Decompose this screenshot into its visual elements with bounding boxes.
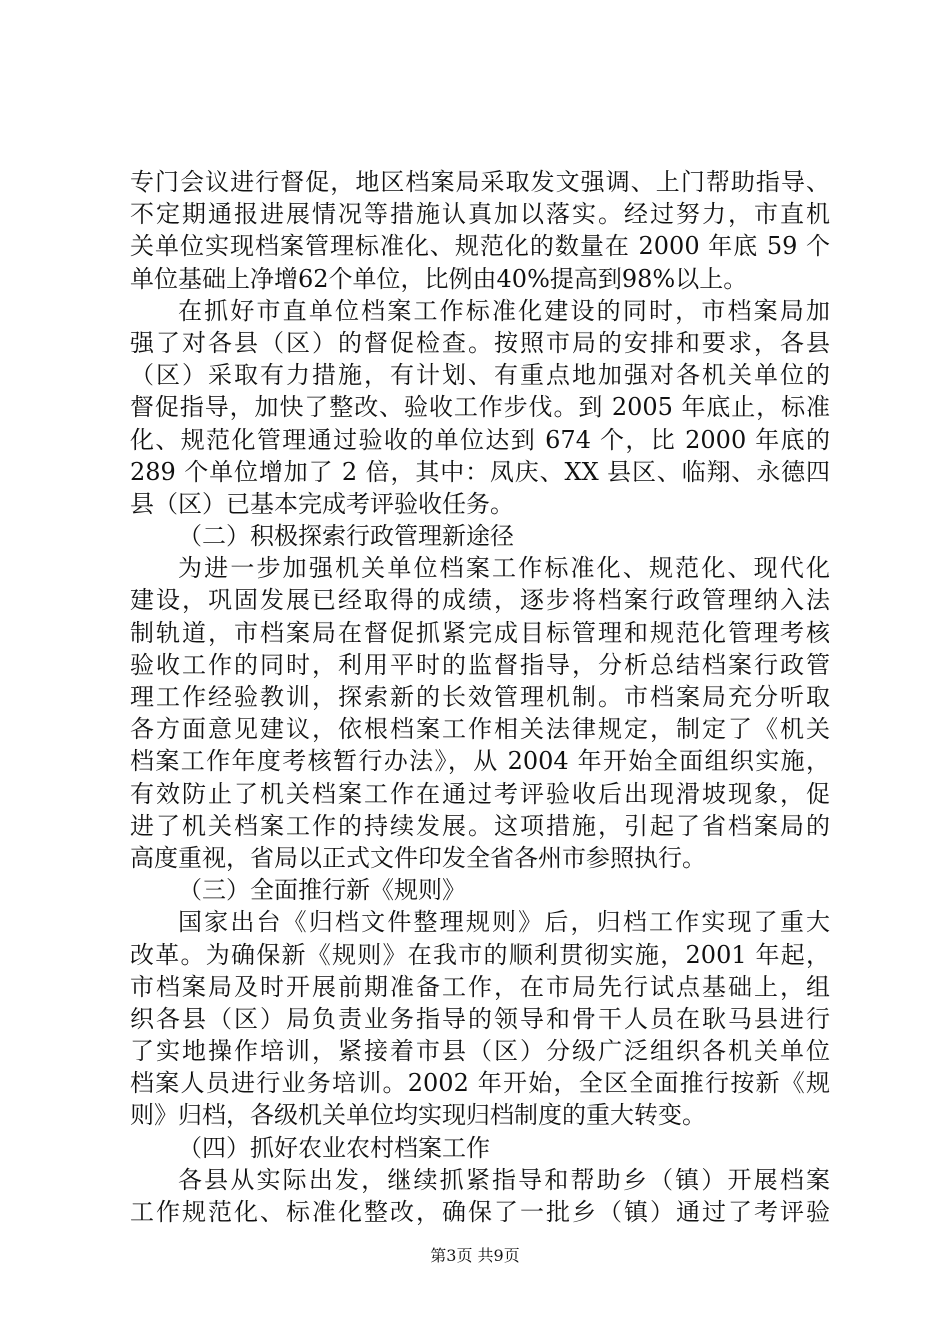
- section-heading: （四）抓好农业农村档案工作: [178, 1133, 490, 1162]
- text-line: 289 个单位增加了 2 倍，其中：凤庆、XX 县区、临翔、永德四: [130, 457, 830, 486]
- paragraph-start-line: 为进一步加强机关单位档案工作标准化、规范化、现代化: [178, 554, 830, 583]
- text-line: 专门会议进行督促，地区档案局采取发文强调、上门帮助指导、: [130, 168, 830, 196]
- section-heading: （三）全面推行新《规则》: [178, 876, 466, 905]
- page-number-footer: 第3页 共9页: [430, 1246, 520, 1265]
- paragraph-start-line: 各县从实际出发，继续抓紧指导和帮助乡（镇）开展档案: [178, 1165, 830, 1194]
- text-line: 高度重视，省局以正式文件印发全省各州市参照执行。: [130, 843, 706, 872]
- text-line: 关单位实现档案管理标准化、规范化的数量在 2000 年底 59 个: [130, 232, 830, 261]
- text-line: 督促指导，加快了整改、验收工作步伐。到 2005 年底止，标准: [130, 393, 830, 422]
- text-line: 建设，巩固发展已经取得的成绩，逐步将档案行政管理纳入法: [130, 586, 830, 615]
- text-line: 档案工作年度考核暂行办法》，从 2004 年开始全面组织实施，: [130, 747, 830, 776]
- text-line: 单位基础上净增62个单位，比例由40%提高到98%以上。: [130, 264, 748, 293]
- text-line: 强了对各县（区）的督促检查。按照市局的安排和要求，各县: [130, 328, 830, 357]
- text-line: 了实地操作培训，紧接着市县（区）分级广泛组织各机关单位: [130, 1037, 830, 1066]
- text-line: 进了机关档案工作的持续发展。这项措施，引起了省档案局的: [130, 811, 830, 840]
- text-line: 制轨道，市档案局在督促抓紧完成目标管理和规范化管理考核: [130, 618, 830, 647]
- text-line: 不定期通报进展情况等措施认真加以落实。经过努力，市直机: [130, 200, 830, 229]
- text-line: 改革。为确保新《规则》在我市的顺利贯彻实施，2001 年起，: [130, 940, 830, 969]
- text-line: 县（区）已基本完成考评验收任务。: [130, 489, 514, 518]
- text-line: 化、规范化管理通过验收的单位达到 674 个，比 2000 年底的: [130, 425, 830, 454]
- text-line: 市档案局及时开展前期准备工作，在市局先行试点基础上，组: [130, 972, 830, 1001]
- text-line: 织各县（区）局负责业务指导的领导和骨干人员在耿马县进行: [130, 1004, 830, 1033]
- text-line: 档案人员进行业务培训。2002 年开始，全区全面推行按新《规: [130, 1069, 830, 1098]
- text-line: （区）采取有力措施，有计划、有重点地加强对各机关单位的: [130, 361, 830, 390]
- paragraph-start-line: 在抓好市直单位档案工作标准化建设的同时，市档案局加: [178, 296, 830, 325]
- body-text: [130, 166, 830, 1228]
- text-line: 验收工作的同时，利用平时的监督指导，分析总结档案行政管: [130, 650, 830, 679]
- paragraph-start-line: 国家出台《归档文件整理规则》后，归档工作实现了重大: [178, 908, 830, 937]
- text-line: 理工作经验教训，探索新的长效管理机制。市档案局充分听取: [130, 683, 830, 711]
- text-line: 工作规范化、标准化整改，确保了一批乡（镇）通过了考评验: [130, 1198, 830, 1226]
- text-line: 各方面意见建议，依根档案工作相关法律规定，制定了《机关: [130, 715, 830, 744]
- text-line: 有效防止了机关档案工作在通过考评验收后出现滑坡现象，促: [130, 779, 830, 808]
- section-heading: （二）积极探索行政管理新途径: [178, 522, 514, 551]
- text-line: 则》归档，各级机关单位均实现归档制度的重大转变。: [130, 1101, 706, 1130]
